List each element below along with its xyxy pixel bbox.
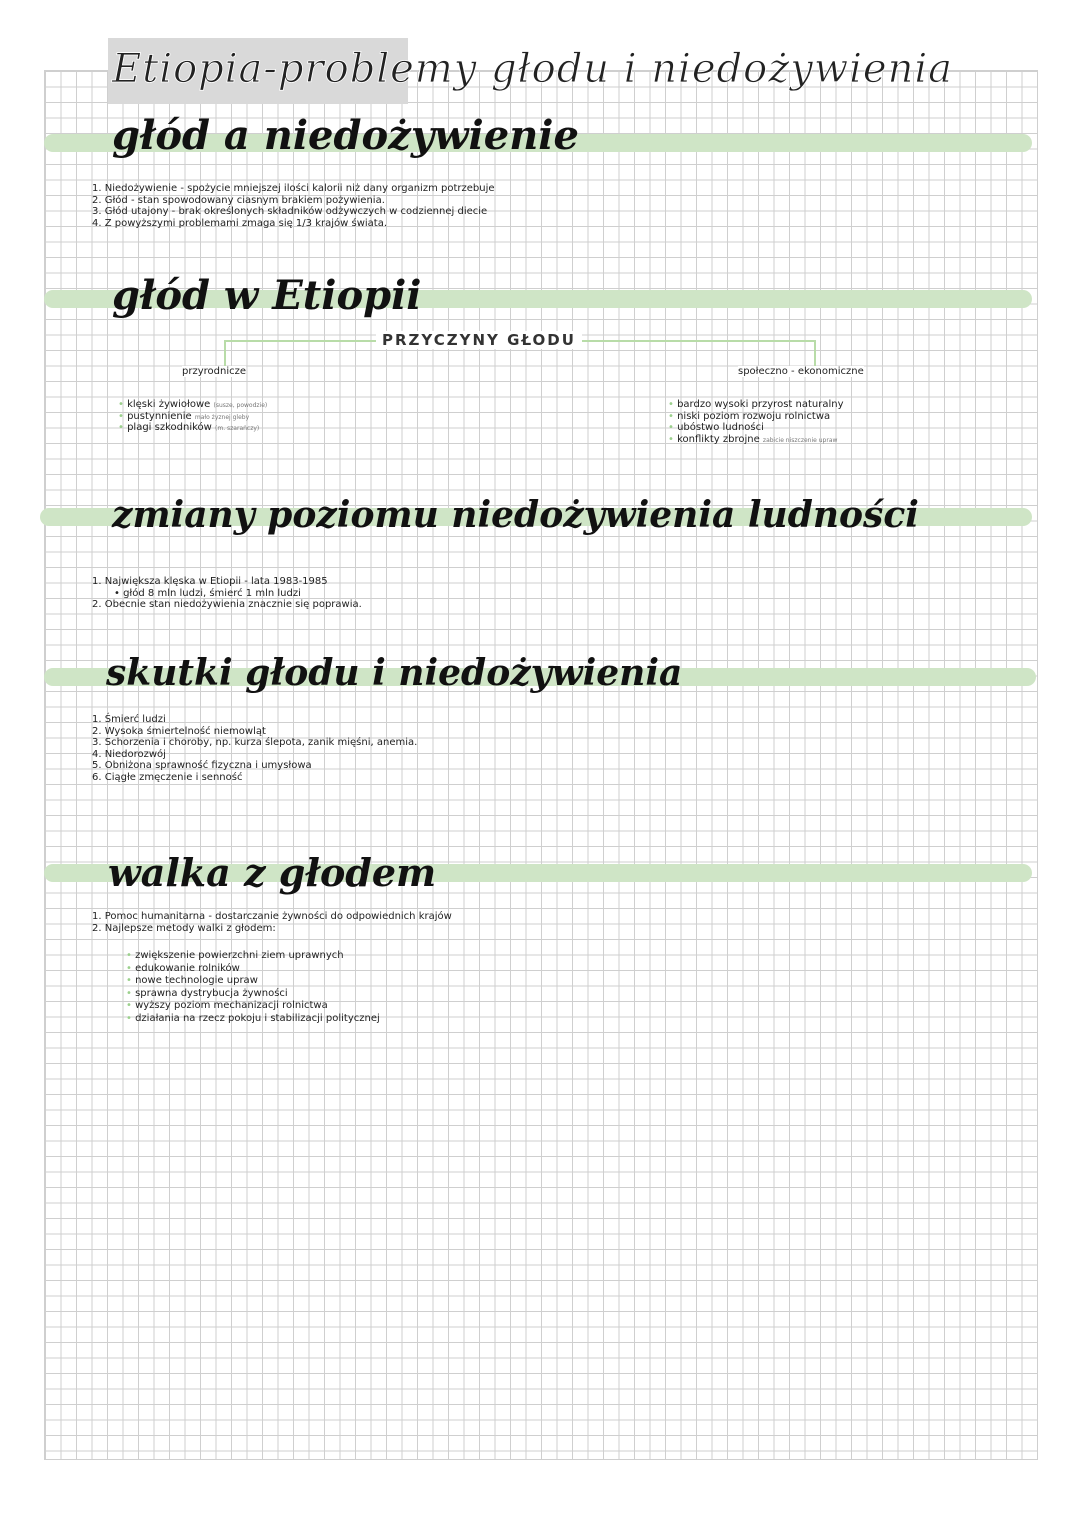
list-item: [118, 411, 267, 423]
list-item: • działania na rzecz pokoju i stabilizacji politycznej: [126, 1013, 380, 1026]
list-item: • wyższy poziom mechanizacji rolnictwa: [126, 1000, 380, 1013]
cause-note: zabicie niszczenie upraw: [762, 436, 838, 444]
list-item: 5. Obniżona sprawność fizyczna i umysłowa: [92, 760, 312, 771]
list-item: • głód 8 mln ludzi, śmierć 1 mln ludzi: [114, 587, 301, 599]
section-heading-zmiany-poziomu: zmiany poziomu niedożywienia ludności: [112, 494, 919, 536]
cause-label: • klęski żywiołowe: [118, 399, 210, 410]
left-branch-label: przyrodnicze: [182, 366, 246, 377]
list-item: 4. Niedorozwój: [92, 748, 166, 760]
list-item: [118, 399, 267, 411]
section-5-sublist: [126, 950, 380, 1025]
list-item: 1. Niedożywienie - spożycie mniejszej ilości kalorii niż dany organizm potrzebuje: [92, 183, 495, 194]
cause-label: • plagi szkodników: [118, 422, 212, 433]
cause-note: (m. szarańczy): [215, 425, 260, 432]
list-item: [118, 422, 267, 434]
cause-label: • pustynnienie: [118, 411, 192, 422]
section-heading-glod-a-niedozywienie: głód a niedożywienie: [112, 112, 579, 159]
cause-label: • bardzo wysoki przyrost naturalny: [668, 399, 844, 410]
cause-label: • ubóstwo ludności: [668, 422, 764, 433]
list-item: [668, 411, 844, 423]
cause-label: • konflikty zbrojne: [668, 434, 760, 445]
list-item: 1. Śmierć ludzi: [92, 714, 166, 725]
tree-connector-right: [814, 340, 816, 368]
section-heading-walka-z-glodem: walka z głodem: [108, 850, 437, 895]
tree-title: PRZYCZYNY GŁODU: [376, 331, 582, 349]
right-branch-label: społeczno - ekonomiczne: [738, 366, 864, 377]
list-item: • nowe technologie upraw: [126, 975, 380, 988]
section-4-list: [92, 714, 417, 783]
cause-note: (susze, powodzie): [213, 402, 268, 409]
cause-label: • niski poziom rozwoju rolnictwa: [668, 411, 830, 422]
list-item: • sprawna dystrybucja żywności: [126, 988, 380, 1001]
list-item: [668, 399, 844, 411]
list-item: [668, 434, 844, 446]
section-5-list: [92, 911, 452, 934]
list-item: • edukowanie rolników: [126, 963, 380, 976]
section-heading-skutki-glodu: skutki głodu i niedożywienia: [106, 652, 683, 694]
list-item: 3. Schorzenia i choroby, np. kurza ślepota, zanik mięśni, anemia.: [92, 737, 418, 748]
list-item: 2. Obecnie stan niedożywienia znacznie się poprawia.: [92, 599, 362, 610]
list-item: • zwiększenie powierzchni ziem uprawnych: [126, 950, 380, 963]
list-item: 2. Wysoka śmiertelność niemowląt: [92, 725, 266, 737]
list-item: 1. Największa klęska w Etiopii - lata 1983-1985: [92, 576, 328, 587]
list-item: 2. Najlepsze metody walki z głodem:: [92, 922, 276, 934]
section-1-list: [92, 183, 495, 229]
list-item: 4. Z powyższymi problemami zmaga się 1/3 krajów świata.: [92, 217, 388, 229]
left-causes-list: [118, 399, 267, 434]
list-item: 6. Ciągłe zmęczenie i senność: [92, 771, 243, 783]
list-item: 3. Głód utajony - brak określonych składników odżywczych w codziennej diecie: [92, 206, 488, 217]
section-heading-glod-w-etiopii: głód w Etiopii: [112, 272, 422, 319]
list-item: [668, 422, 844, 434]
tree-connector-left: [224, 340, 226, 368]
list-item: 1. Pomoc humanitarna - dostarczanie żywności do odpowiednich krajów: [92, 911, 452, 922]
page-title: Etiopia-problemy głodu i niedożywienia: [112, 46, 953, 92]
right-causes-list: [668, 399, 844, 445]
cause-note: mało żyznej gleby: [194, 413, 250, 421]
section-3-list: [92, 576, 362, 611]
list-item: 2. Głód - stan spowodowany ciasnym brakiem pożywienia.: [92, 194, 385, 206]
